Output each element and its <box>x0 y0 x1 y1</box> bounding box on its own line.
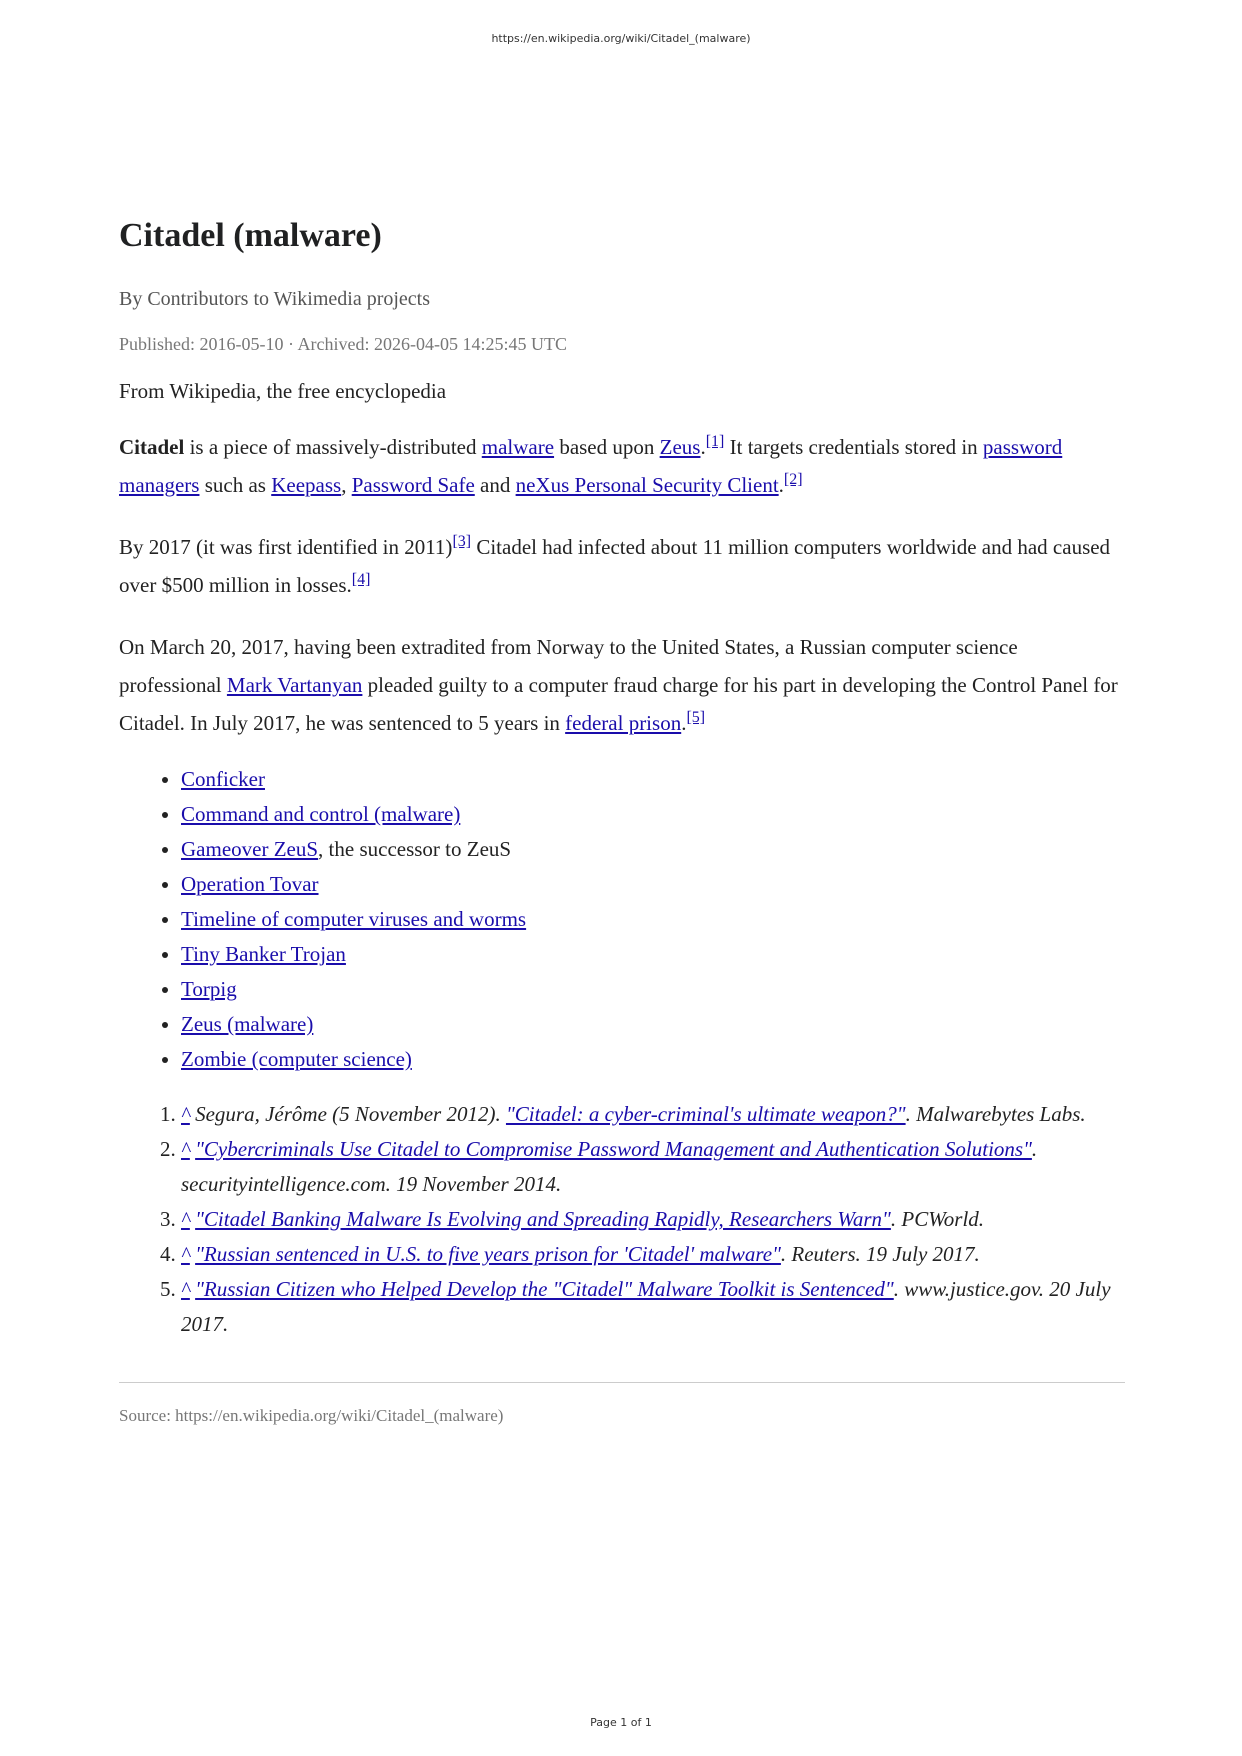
link-zeus[interactable]: Zeus <box>659 435 701 459</box>
reference-title-link[interactable]: "Cybercriminals Use Citadel to Compromise Password Management and Authentication Solutions" <box>195 1137 1032 1161</box>
reference-item <box>181 1272 1125 1342</box>
list-item <box>181 937 1125 972</box>
link-password-safe[interactable]: Password Safe <box>351 473 475 497</box>
list-item <box>181 832 1125 867</box>
text: such as <box>199 473 272 497</box>
link-federal-prison[interactable]: federal prison <box>565 711 682 735</box>
references-list <box>119 1097 1125 1342</box>
backlink-caret[interactable]: ^ <box>181 1207 190 1231</box>
see-also-link[interactable]: Torpig <box>181 977 237 1001</box>
list-item <box>181 867 1125 902</box>
backlink-caret[interactable]: ^ <box>181 1277 190 1301</box>
list-item <box>181 1007 1125 1042</box>
list-item <box>181 1042 1125 1077</box>
text: and <box>474 473 516 497</box>
intro-tagline: From Wikipedia, the free encyclopedia <box>119 379 447 403</box>
paragraph-3 <box>119 628 1125 742</box>
list-item <box>181 902 1125 937</box>
backlink-caret[interactable]: ^ <box>181 1102 190 1126</box>
citation-5[interactable]: [5] <box>686 709 706 726</box>
link-mark-vartanyan[interactable]: Mark Vartanyan <box>226 673 363 697</box>
paragraph-1 <box>119 428 1125 504</box>
text: is a piece of massively-distributed <box>184 435 482 459</box>
article <box>119 212 1125 1427</box>
list-item <box>181 797 1125 832</box>
citation-2[interactable]: [2] <box>783 471 803 488</box>
citation-3[interactable]: [3] <box>452 533 472 550</box>
see-also-link[interactable]: Operation Tovar <box>181 872 319 896</box>
reference-title-link[interactable]: "Citadel Banking Malware Is Evolving and Spreading Rapidly, Researchers Warn" <box>195 1207 891 1231</box>
list-item <box>181 972 1125 1007</box>
text: based upon <box>554 435 660 459</box>
see-also-link[interactable]: Tiny Banker Trojan <box>181 942 346 966</box>
link-password-managers[interactable]: password managers <box>119 435 1063 497</box>
list-item-text: , the successor to ZeuS <box>318 837 512 861</box>
see-also-link[interactable]: Conficker <box>181 767 265 791</box>
text: By 2017 (it was first identified in 2011) <box>119 535 453 559</box>
reference-item <box>181 1132 1125 1202</box>
see-also-list <box>119 762 1125 1077</box>
link-keepass[interactable]: Keepass <box>271 473 342 497</box>
citation-4[interactable]: [4] <box>351 571 371 588</box>
source-line: Source: https://en.wikipedia.org/wiki/Citadel_(malware) <box>119 1406 504 1425</box>
reference-item <box>181 1202 1125 1237</box>
reference-text: . Malwarebytes Labs. <box>905 1102 1086 1126</box>
reference-text: . PCWorld. <box>890 1207 985 1231</box>
page-title: Citadel (malware) <box>119 217 382 254</box>
backlink-caret[interactable]: ^ <box>181 1137 190 1161</box>
text: . <box>778 473 784 497</box>
reference-title-link[interactable]: "Citadel: a cyber-criminal's ultimate weapon?" <box>505 1102 906 1126</box>
list-item <box>181 762 1125 797</box>
page-number: Page 1 of 1 <box>590 1716 652 1729</box>
text: It targets credentials stored in <box>724 435 983 459</box>
text: . <box>700 435 706 459</box>
reference-text: . securityintelligence.com. 19 November 2014. <box>181 1137 1038 1196</box>
see-also-link[interactable]: Zombie (computer science) <box>181 1047 412 1071</box>
reference-text: Segura, Jérôme (5 November 2012). <box>189 1102 506 1126</box>
divider <box>119 1382 1125 1383</box>
reference-title-link[interactable]: "Russian Citizen who Helped Develop the "Citadel" Malware Toolkit is Sentenced" <box>195 1277 894 1301</box>
text: . <box>681 711 687 735</box>
reference-text: . www.justice.gov. 20 July 2017. <box>181 1277 1111 1336</box>
reference-title-link[interactable]: "Russian sentenced in U.S. to five years prison for 'Citadel' malware" <box>195 1242 781 1266</box>
print-header-url: https://en.wikipedia.org/wiki/Citadel_(malware) <box>491 32 751 45</box>
backlink-caret[interactable]: ^ <box>181 1242 190 1266</box>
link-malware[interactable]: malware <box>481 435 555 459</box>
text: pleaded guilty to a computer fraud charge for his part in developing the Control Panel for Citadel. In July 2017, he was sentenced to 5 years in <box>119 673 1118 735</box>
reference-text: . Reuters. 19 July 2017. <box>780 1242 980 1266</box>
see-also-link[interactable]: Zeus (malware) <box>181 1012 314 1036</box>
byline: By Contributors to Wikimedia projects <box>119 288 431 310</box>
see-also-link[interactable]: Command and control (malware) <box>181 802 461 826</box>
citation-1[interactable]: [1] <box>705 433 725 450</box>
publish-meta: Published: 2016-05-10 · Archived: 2026-04-05 14:25:45 UTC <box>119 334 567 354</box>
text: Citadel had infected about 11 million computers worldwide and had caused over $500 million in losses. <box>119 535 1111 597</box>
reference-item <box>181 1097 1125 1132</box>
paragraph-2 <box>119 528 1125 604</box>
text: On March 20, 2017, having been extradited from Norway to the United States, a Russian computer science professional <box>119 635 1018 697</box>
link-nexus[interactable]: neXus Personal Security Client <box>515 473 779 497</box>
see-also-link[interactable]: Gameover ZeuS <box>181 837 319 861</box>
reference-item <box>181 1237 1125 1272</box>
see-also-link[interactable]: Timeline of computer viruses and worms <box>181 907 527 931</box>
bold-term: Citadel <box>119 435 185 459</box>
text: , <box>341 473 352 497</box>
